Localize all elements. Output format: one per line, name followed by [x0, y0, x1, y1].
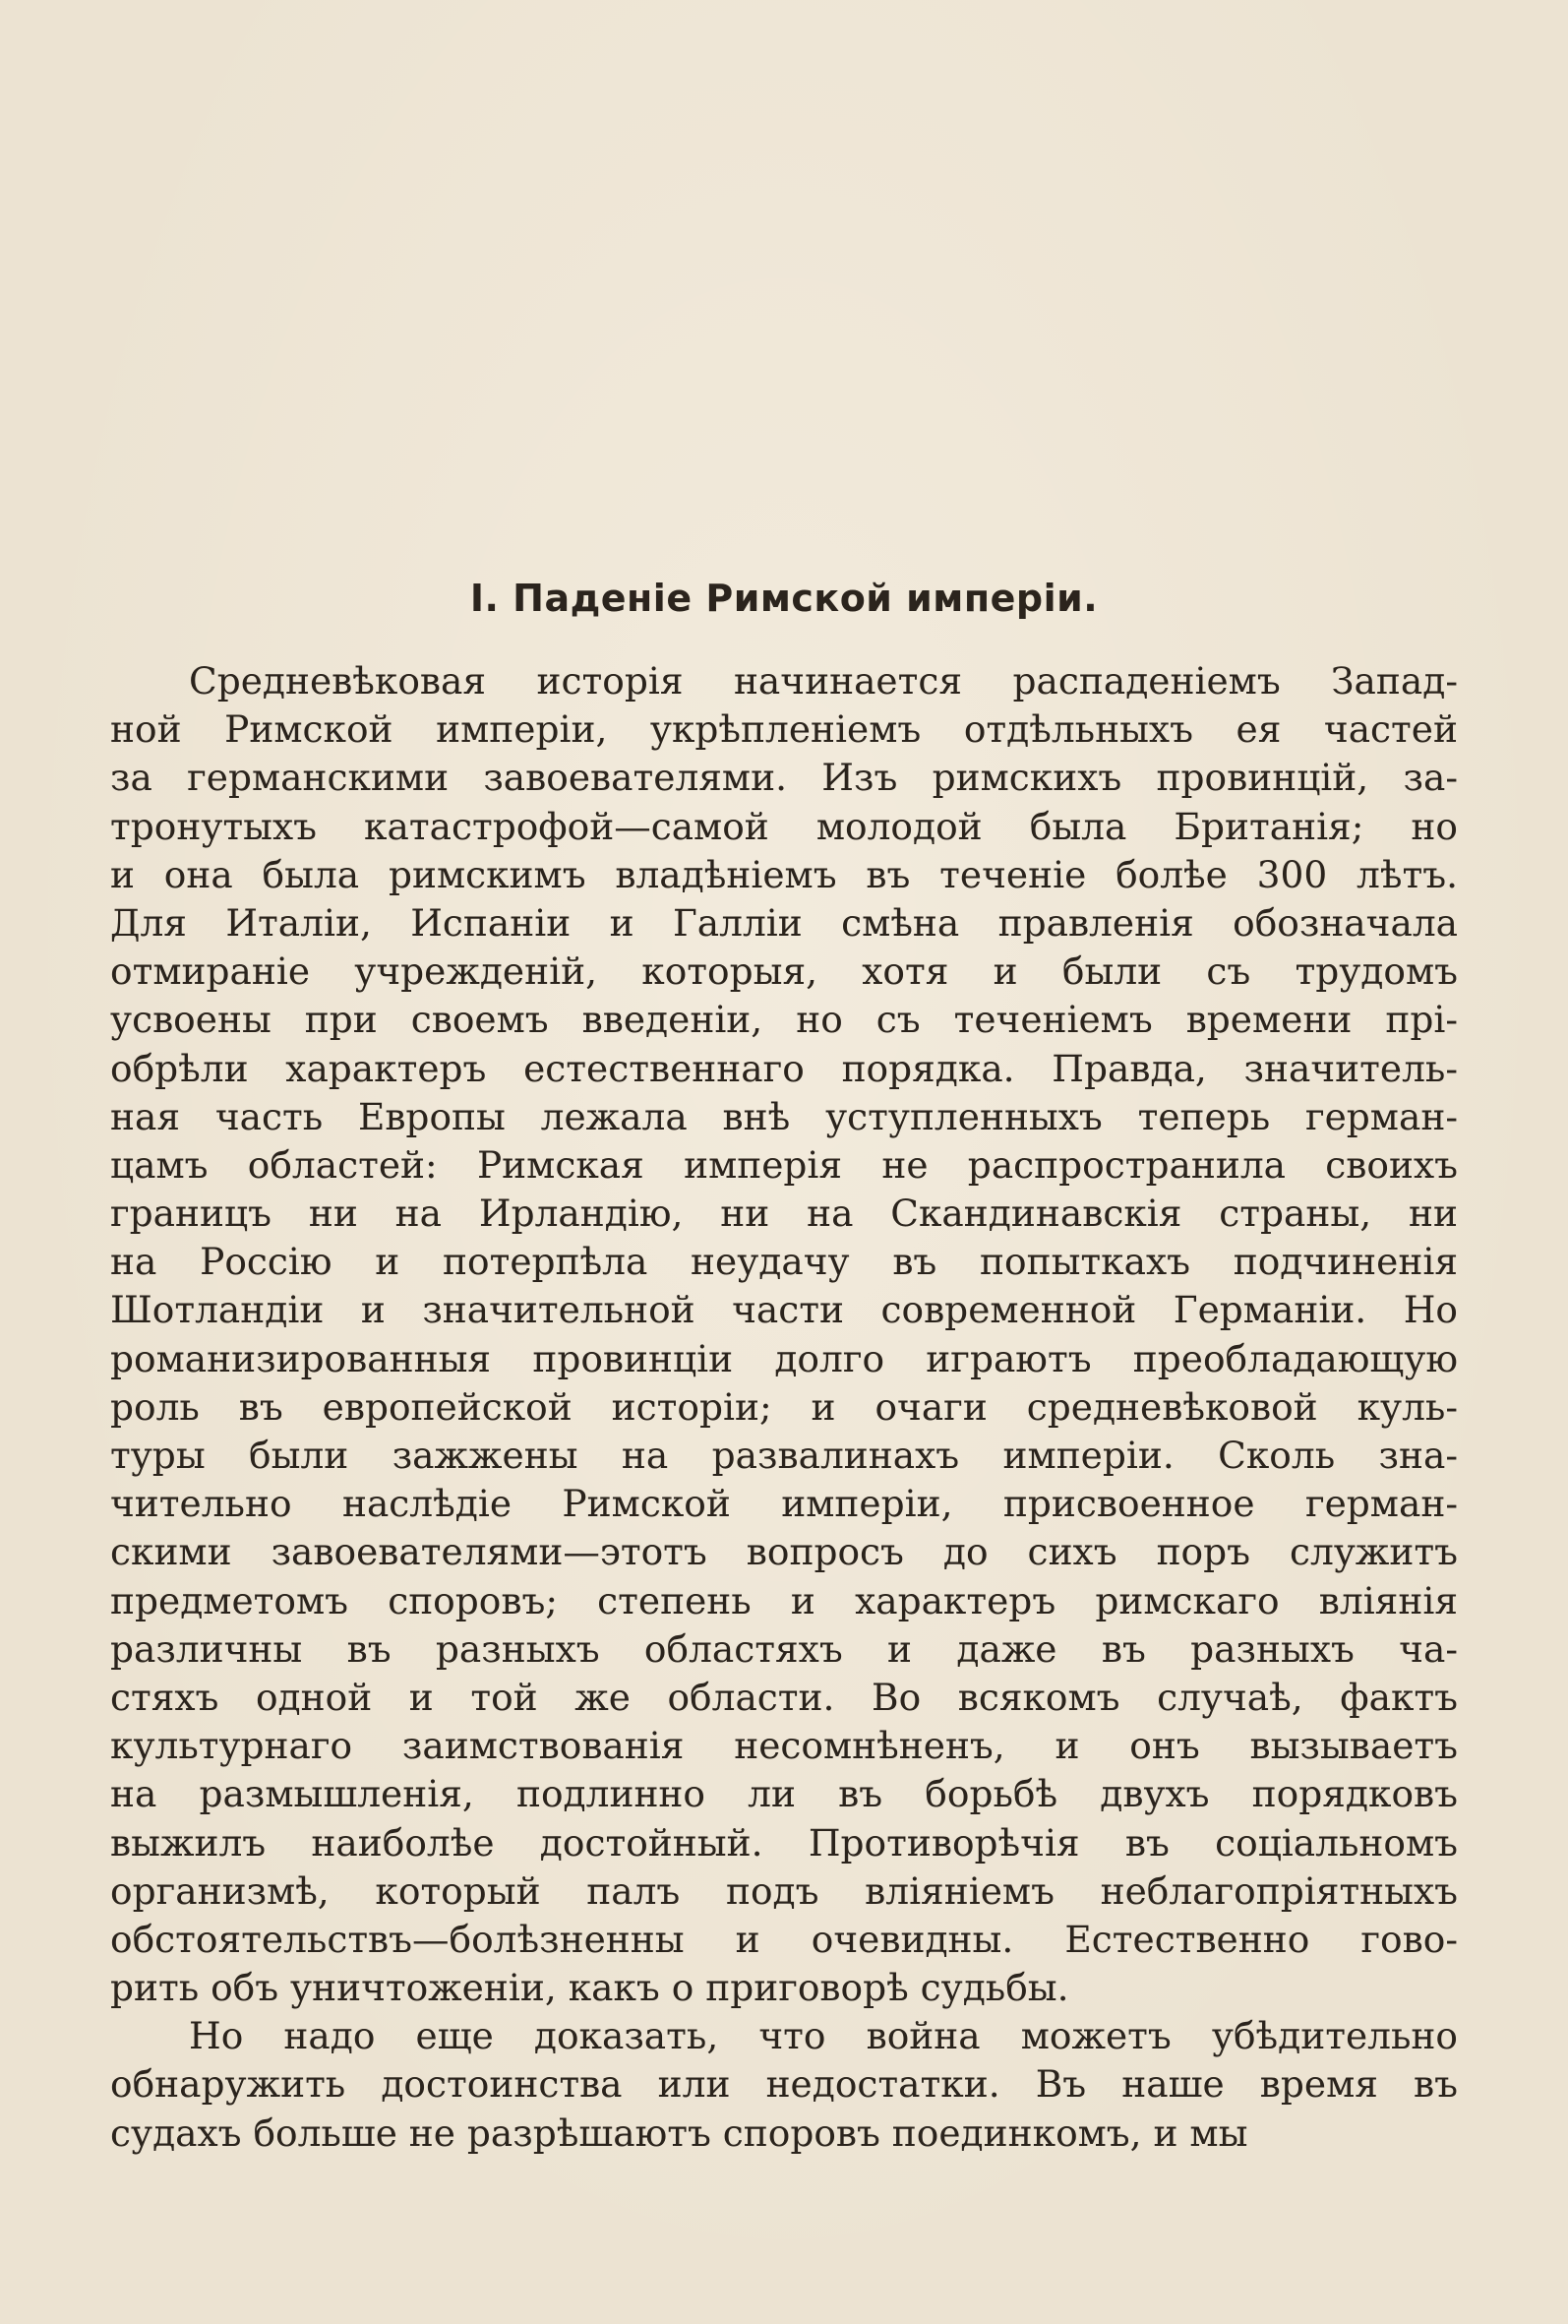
text-line: культурнаго заимствованія несомнѣненъ, и онъ вызываетъ — [110, 1724, 1458, 1768]
text-line: туры были зажжены на развалинахъ имперіи. Сколь зна- — [110, 1434, 1458, 1477]
text-line: и она была римскимъ владѣніемъ въ теченіе болѣе 300 лѣтъ. — [110, 852, 1458, 896]
text-line: выжилъ наиболѣе достойный. Противорѣчія въ соціальномъ — [110, 1820, 1458, 1865]
text-line: ная часть Европы лежала внѣ уступленныхъ теперь герман- — [110, 1094, 1458, 1138]
text-line: чительно наслѣдіе Римской имперіи, присвоенное герман- — [110, 1482, 1458, 1526]
text-line: ной Римской имперіи, укрѣпленіемъ отдѣльныхъ ея частей — [110, 707, 1458, 752]
text-line: на размышленія, подлинно ли въ борьбѣ двухъ порядковъ — [110, 1772, 1458, 1816]
text-line: за германскими завоевателями. Изъ римскихъ провинцій, за- — [110, 756, 1458, 800]
text-line: романизированныя провинціи долго играютъ преобладающую — [110, 1336, 1458, 1380]
text-line: границъ ни на Ирландію, ни на Скандинавскія страны, ни — [110, 1192, 1458, 1236]
text-line: предметомъ споровъ; степень и характеръ римскаго вліянія — [110, 1578, 1458, 1622]
text-line: Средневѣковая исторія начинается распаденіемъ Запад- — [189, 659, 1458, 703]
body-text — [110, 657, 1458, 2158]
text-line: организмѣ, который палъ подъ вліяніемъ неблагопріятныхъ — [110, 1868, 1458, 1913]
chapter-heading: I. Паденіе Римской имперіи. — [469, 577, 1099, 620]
text-line: обстоятельствъ—болѣзненны и очевидны. Естественно гово- — [110, 1917, 1458, 1961]
text-line: на Россію и потерпѣла неудачу въ попыткахъ подчиненія — [110, 1240, 1458, 1284]
text-line: Шотландіи и значительной части современной Германіи. Но — [110, 1288, 1458, 1332]
text-line: стяхъ одной и той же области. Во всякомъ случаѣ, фактъ — [110, 1675, 1458, 1719]
text-line: отмираніе учрежденій, которыя, хотя и были съ трудомъ — [110, 949, 1458, 994]
paragraph — [110, 2012, 1458, 2158]
text-line: тронутыхъ катастрофой—самой молодой была Британія; но — [110, 804, 1458, 848]
paragraph — [110, 657, 1458, 2012]
text-line: роль въ европейской исторіи; и очаги средневѣковой куль- — [110, 1384, 1458, 1429]
text-line: цамъ областей: Римская имперія не распространила своихъ — [110, 1142, 1458, 1187]
text-line: усвоены при своемъ введеніи, но съ теченіемъ времени прі- — [110, 998, 1458, 1042]
text-line: обрѣли характеръ естественнаго порядка. Правда, значитель- — [110, 1046, 1458, 1090]
text-line: рить объ уничтоженіи, какъ о приговорѣ судьбы. — [110, 1966, 1069, 2010]
text-line: судахъ больше не разрѣшаютъ споровъ поединкомъ, и мы — [110, 2110, 1248, 2155]
text-line: скими завоевателями—этотъ вопросъ до сихъ поръ служитъ — [110, 1530, 1458, 1574]
text-line: Для Италіи, Испаніи и Галліи смѣна правленія обозначала — [110, 900, 1458, 945]
text-line: Но надо еще доказать, что война можетъ убѣдительно — [189, 2014, 1458, 2058]
text-line: различны въ разныхъ областяхъ и даже въ разныхъ ча- — [110, 1626, 1458, 1671]
text-line: обнаружить достоинства или недостатки. Въ наше время въ — [110, 2062, 1458, 2107]
